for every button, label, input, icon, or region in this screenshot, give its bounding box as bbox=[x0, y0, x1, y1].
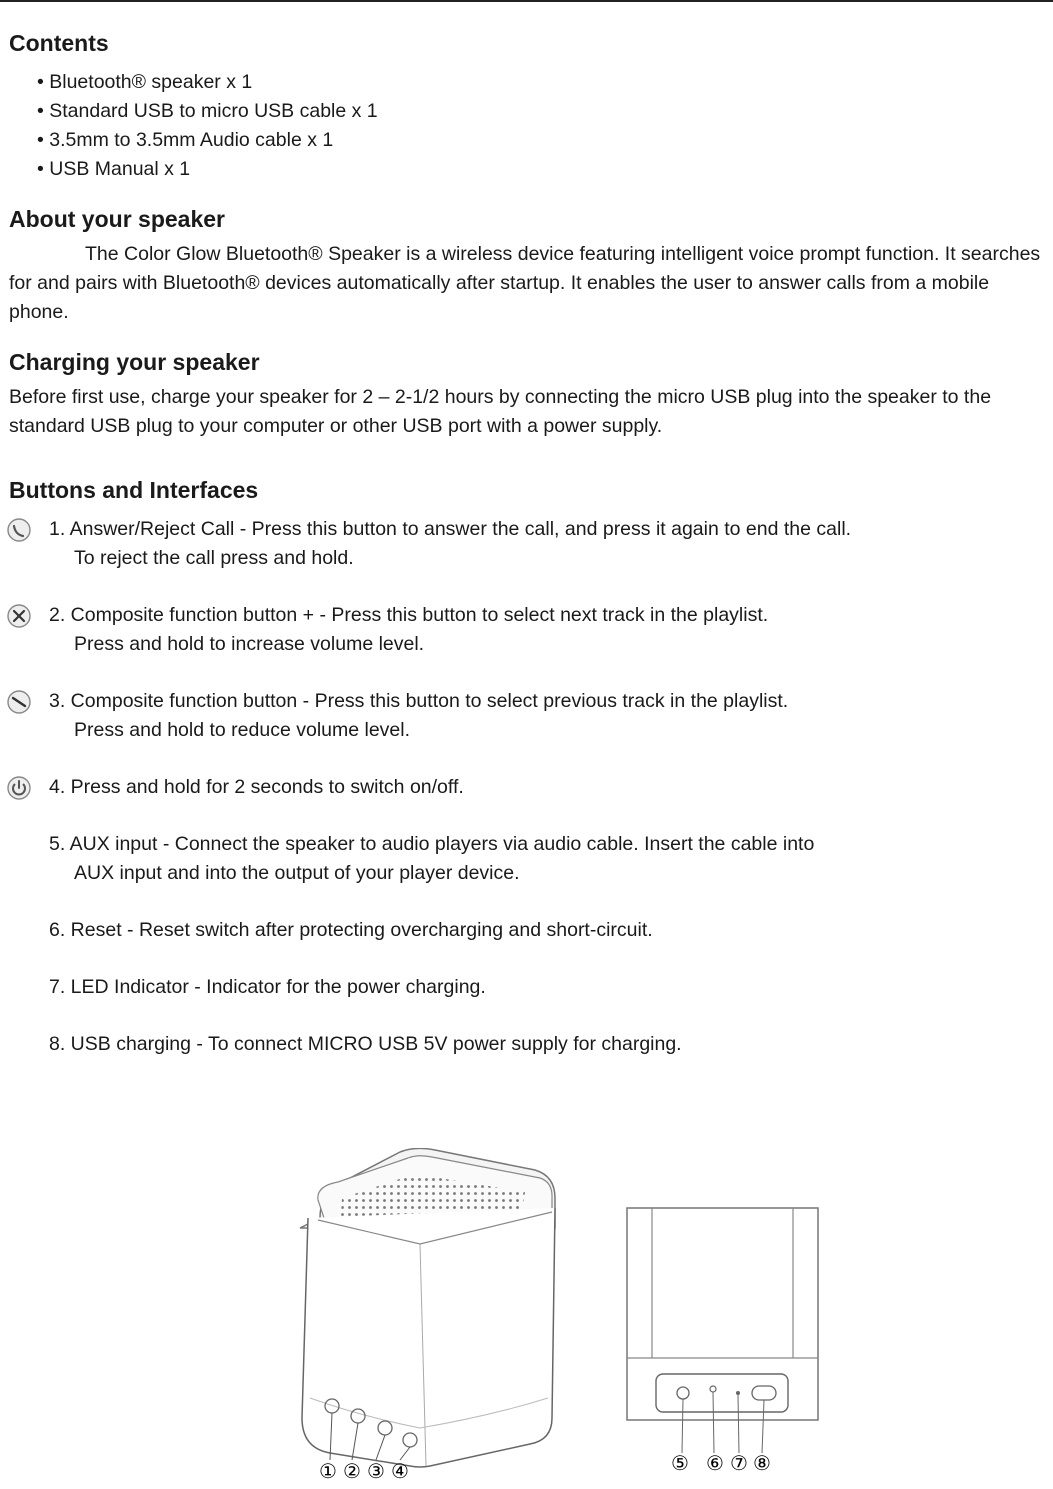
speaker-front-view bbox=[300, 1148, 555, 1483]
callout-label: ② bbox=[343, 1459, 361, 1483]
charging-heading: Charging your speaker bbox=[9, 349, 260, 375]
callout-label: ⑤ bbox=[671, 1451, 689, 1475]
top-rule bbox=[0, 0, 1053, 2]
contents-item: • Bluetooth® speaker x 1 bbox=[37, 71, 253, 93]
callout-label: ⑥ bbox=[706, 1451, 724, 1475]
phone-icon bbox=[6, 517, 32, 543]
minus-icon bbox=[6, 689, 32, 715]
buttons-list bbox=[9, 515, 1049, 1059]
callout-label: ④ bbox=[391, 1459, 409, 1483]
about-section bbox=[9, 204, 1049, 327]
list-item: 2. Composite function button + - Press this button to select next track in the playlist. Press and hold to increase volume level. bbox=[9, 601, 1049, 659]
callout-label: ① bbox=[319, 1459, 337, 1483]
buttons-section bbox=[9, 475, 1049, 1059]
contents-item: • Standard USB to micro USB cable x 1 bbox=[37, 100, 378, 122]
contents-item: • USB Manual x 1 bbox=[37, 158, 191, 180]
callout-label: ⑧ bbox=[753, 1451, 771, 1475]
manual-page bbox=[9, 28, 1049, 1087]
charging-section bbox=[9, 347, 1049, 441]
contents-heading: Contents bbox=[9, 30, 109, 56]
callout-label: ⑦ bbox=[730, 1451, 748, 1475]
speaker-diagram bbox=[290, 1148, 830, 1488]
about-heading: About your speaker bbox=[9, 206, 225, 232]
plus-icon bbox=[6, 603, 32, 629]
list-item: 1. Answer/Reject Call - Press this button to answer the call, and press it again to end the call. To reject the call press and hold. bbox=[9, 515, 1049, 573]
buttons-heading: Buttons and Interfaces bbox=[9, 477, 259, 503]
contents-item: • 3.5mm to 3.5mm Audio cable x 1 bbox=[37, 129, 334, 151]
power-icon bbox=[6, 775, 32, 801]
list-item: 7. LED Indicator - Indicator for the power charging. bbox=[49, 976, 486, 998]
charging-text: Before first use, charge your speaker for 2 – 2-1/2 hours by connecting the micro USB plug into the speaker to the standard USB plug to your computer or other USB port with a power supply. bbox=[9, 386, 992, 437]
list-item: 4. Press and hold for 2 seconds to switch on/off. bbox=[9, 773, 1049, 802]
list-item: 3. Composite function button - Press this button to select previous track in the playlist. Press and hold to reduce volume level. bbox=[9, 687, 1049, 745]
contents-section bbox=[9, 28, 1049, 184]
callout-label: ③ bbox=[367, 1459, 385, 1483]
list-item: 5. AUX input - Connect the speaker to audio players via audio cable. Insert the cable into AUX input and into the output of your player device. bbox=[49, 833, 815, 884]
list-item: 8. USB charging - To connect MICRO USB 5V power supply for charging. bbox=[49, 1033, 682, 1055]
list-item: 6. Reset - Reset switch after protecting overcharging and short-circuit. bbox=[49, 919, 653, 941]
speaker-back-view bbox=[627, 1208, 818, 1475]
about-text: The Color Glow Bluetooth® Speaker is a wireless device featuring intelligent voice prompt function. It searches for and pairs with Bluetooth® devices automatically after startup. It enables the user to answer calls from a mobile phone. bbox=[9, 243, 1041, 323]
contents-list bbox=[9, 68, 1049, 184]
